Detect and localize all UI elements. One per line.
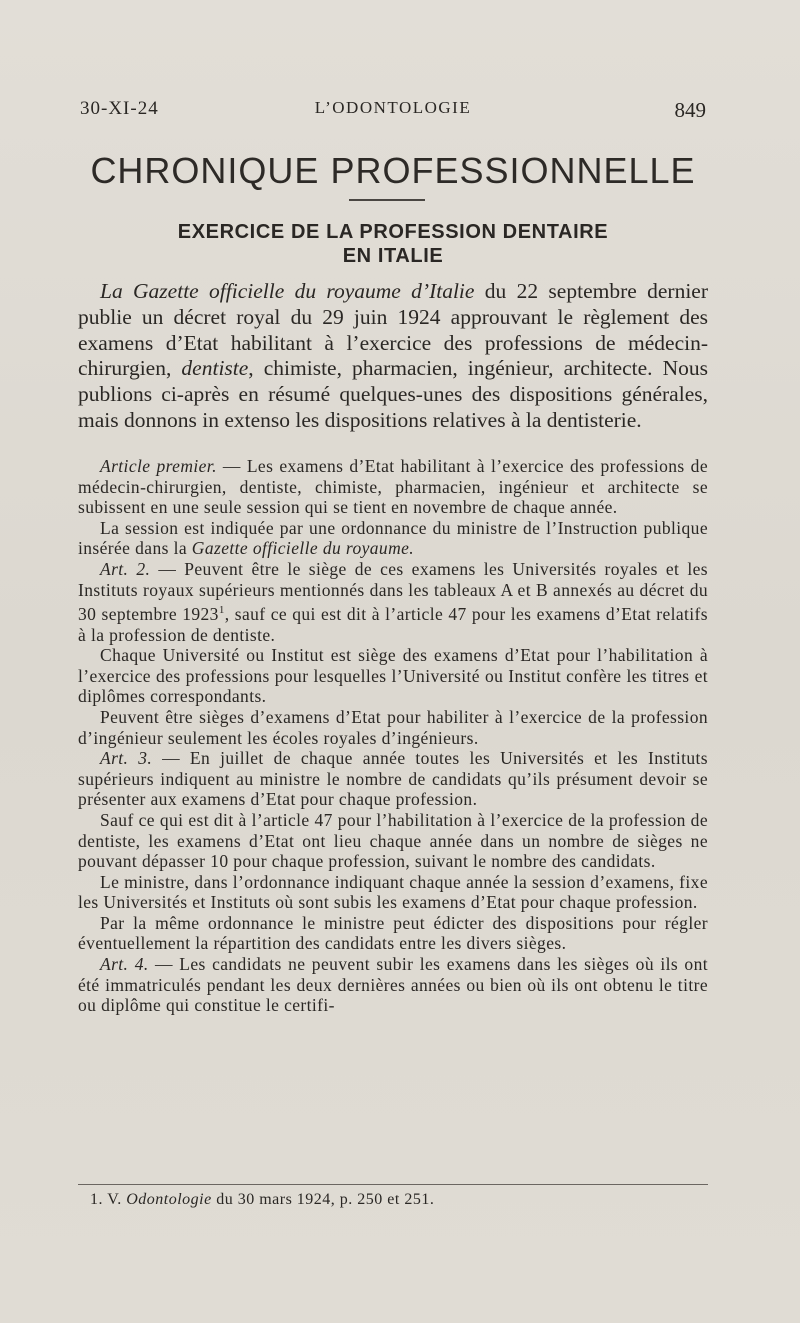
gazette-title: La Gazette officielle du royaume d’Italie (100, 279, 475, 303)
article-1-label: Article premier. (100, 456, 217, 476)
article-1-paragraph (78, 456, 708, 518)
article-2-text-a: — Peuvent être le siège de ces examens les Universités royales et les Instituts royaux supérieurs mentionnés dans les tableaux A et B annexés au décret du 30 septembre 1923 (78, 558, 708, 624)
footnote-text: du 30 mars 1924, p. 250 et 251. (211, 1191, 435, 1208)
ministre-paragraph (78, 872, 708, 913)
session-text: La session est indiquée par une ordonnance du ministre de l’Instruction publique insérée dans la (78, 517, 708, 559)
ordonnance-text: Par la même ordonnance le ministre peut édicter des dispositions pour régler éventuellement la répartition des candidats entre les divers sièges. (78, 912, 708, 954)
footnote-ref: 1 (218, 604, 225, 617)
article-4-label: Art. 4. (100, 954, 149, 975)
intro-paragraph (78, 279, 708, 434)
section-title (78, 220, 708, 268)
ministre-text: Le ministre, dans l’ordonnance indiquant chaque année la session d’examens, fixe les Universités et Instituts où sont subis les examens d’Etat pour chaque profession. (78, 871, 708, 913)
article-1-text: — Les examens d’Etat habilitant à l’exercice des professions de médecin-chirurgien, dentiste, chimiste, pharmacien, ingénieur et architecte se subissent en une seule session qui se tient en novembre de chaque année. (78, 456, 708, 518)
dentiste-paragraph (78, 810, 708, 872)
ingenieur-text: Peuvent être sièges d’examens d’Etat pour habiliter à l’exercice de la profession d’ingénieur seulement les écoles royales d’ingénieurs. (78, 706, 708, 748)
article-2-text-b: , sauf ce qui est dit à l’article 47 pour les examens d’Etat relatifs à la profession de dentiste. (78, 603, 708, 645)
article-3-label: Art. 3. (100, 748, 153, 769)
ordonnance-paragraph (78, 913, 708, 954)
section-title-line2: EN ITALIE (342, 245, 444, 267)
title-rule (349, 199, 425, 201)
article-2-label: Art. 2. (100, 558, 151, 579)
chronique-title: CHRONIQUE PROFESSIONNELLE (90, 150, 696, 191)
universite-paragraph (78, 645, 708, 707)
journal-name: L’ODONTOLOGIE (314, 98, 472, 117)
article-4-paragraph (78, 954, 708, 1016)
session-paragraph (78, 518, 708, 559)
article-2-paragraph (78, 559, 708, 645)
dentiste-word: dentiste (181, 356, 249, 381)
page-number: 849 (674, 98, 706, 122)
dentiste-text: Sauf ce qui est dit à l’article 47 pour l’habilitation à l’exercice de la profession de dentiste, les examens d’Etat ont lieu chaque année dans un nombre de sièges ne pouvant dépasser 10 pour chaque profession, suivant le nombre des candidats. (78, 809, 708, 872)
article-3-paragraph (78, 748, 708, 810)
intro-text-b: , chimiste, pharmacien, ingénieur, architecte. Nous publions ci-après en résumé quelques-unes des dispositions générales, mais donnons in extenso les dispositions relatives à la dentisterie. (78, 356, 708, 432)
ingenieur-paragraph (78, 707, 708, 748)
issue-date: 30-XI-24 (80, 98, 159, 119)
running-head (78, 98, 708, 128)
intro-text-a: du 22 septembre dernier publie un décret royal du 29 juin 1924 approuvant le règlement des examens d’Etat habilitant à l’exercice des professions de médecin-chirurgien, (78, 279, 708, 381)
footnote-prefix: 1. V. (90, 1191, 127, 1208)
section-title-line1: EXERCICE DE LA PROFESSION DENTAIRE (177, 221, 609, 243)
gazette-reference: Gazette officielle du royaume. (191, 538, 415, 559)
article-4-text: — Les candidats ne peuvent subir les examens dans les sièges où ils ont été immatriculés pendant les deux dernières années ou bien où ils ont obtenu le titre ou diplôme qui constitue le certifi- (78, 954, 708, 1016)
article-3-text: — En juillet de chaque année toutes les Universités et les Instituts supérieurs indiquent au ministre le nombre de candidats qu’ils présument devoir se présenter aux examens d’Etat pour chaque profession. (78, 748, 708, 810)
footnote-journal: Odontologie (126, 1191, 212, 1208)
footnote-rule (78, 1184, 708, 1185)
footnote (90, 1191, 710, 1209)
universite-text: Chaque Université ou Institut est siège des examens d’Etat pour l’habilitation à l’exercice des professions pour lesquelles l’Université ou Institut confère les titres et diplômes correspondants. (78, 645, 708, 707)
articles-body (78, 456, 708, 1016)
